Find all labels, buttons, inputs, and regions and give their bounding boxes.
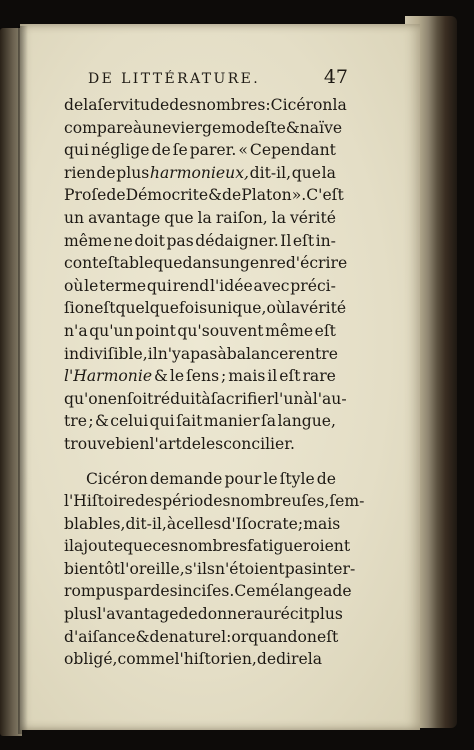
page-number: 47 bbox=[323, 66, 348, 88]
text-line: l'Harmonie & le ſens ; mais il eſt rare bbox=[64, 367, 336, 386]
text-line: Proſe de Démocrite & de Platon ». C'eſt bbox=[64, 186, 344, 205]
text-line: rompus par des inciſes. Ce mélange a de bbox=[64, 582, 352, 601]
gutter-shadow bbox=[18, 26, 28, 734]
text-line: blables, dit-il, à celles d'Iſocrate ; mais bbox=[64, 514, 341, 533]
text-line: il ajoute que ces nombres fatigueroient bbox=[64, 537, 351, 556]
paragraph-gap bbox=[64, 456, 336, 468]
body-text bbox=[64, 94, 365, 671]
running-head bbox=[88, 66, 348, 92]
text-line: tre ; & celui qui ſait manier ſa langue, bbox=[64, 412, 336, 431]
text-line: de la ſervitude des nombres : Cicéron la bbox=[64, 96, 347, 114]
text-line: n'a qu'un point qu'souvent même eſt bbox=[64, 321, 336, 340]
text-line: Cicéron demande pour le ſtyle de bbox=[86, 469, 336, 488]
text-line: conteſtable que dans un genre d'écrire bbox=[64, 254, 348, 273]
text-line: plus l'avantage de donner au récit plus bbox=[64, 605, 343, 624]
text-line: ſion eſt quelquefois unique, où la vérité bbox=[64, 299, 347, 318]
text-line: où le terme qui rend l'idée avec préci- bbox=[64, 276, 336, 295]
text-line: un avantage que la raiſon, la vérité bbox=[64, 208, 336, 227]
text-line: qui néglige de ſe parer. « Cependant bbox=[64, 141, 336, 160]
text-line: obligé, comme l'hiſtorien, de dire la bbox=[64, 650, 323, 669]
text-line: d'aiſance & de naturel : or quand on eſt bbox=[64, 627, 339, 646]
text-line: trouve bien l'art de les concilier. bbox=[64, 434, 295, 453]
text-line: qu'on en ſoit réduit à ſacrifier l'un à l'au- bbox=[64, 389, 347, 408]
text-line: indiviſible, il n'y a pas à balancer entre bbox=[64, 344, 338, 363]
text-line: l'Hiſtoire des périodes nombreuſes, ſem- bbox=[64, 492, 365, 511]
text-line: bientôt l'oreille, s'ils n'étoient pas inter- bbox=[64, 559, 356, 578]
text-line: compare à une vierge modeſte & naïve bbox=[64, 118, 343, 137]
text-line: même ne doit pas dédaigner. Il eſt in- bbox=[64, 231, 336, 250]
text-line: rien de plus harmonieux, dit-il, que la bbox=[64, 163, 336, 182]
running-head-title: DE LITTÉRATURE. bbox=[88, 71, 261, 87]
